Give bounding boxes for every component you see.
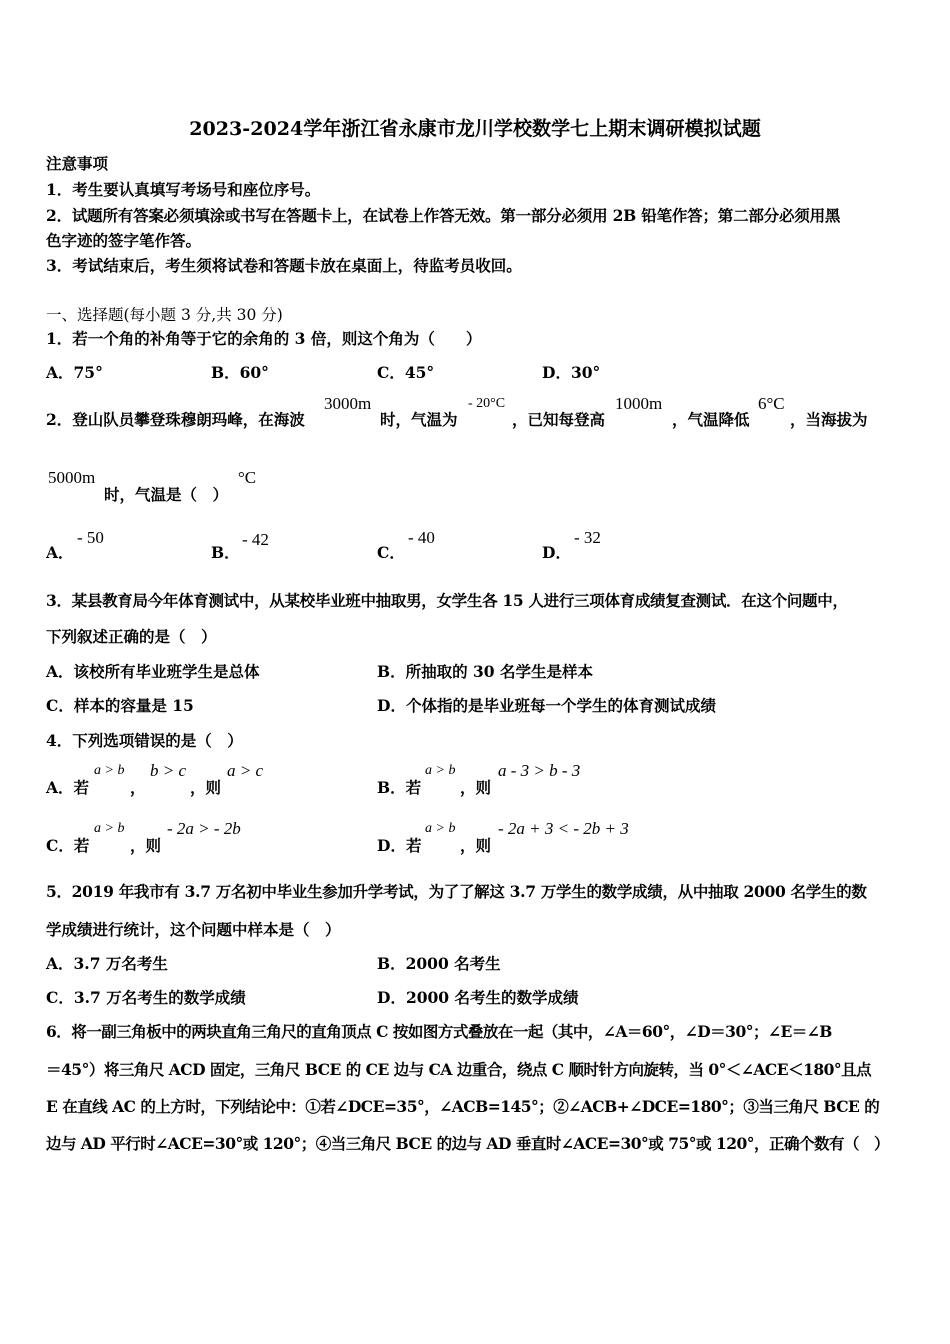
notice-heading: 注意事项 [46,154,109,173]
q3-option-a: A．该校所有毕业班学生是总体 [46,662,260,681]
notice-item: 3．考试结束后，考生须将试卷和答题卡放在桌面上，待监考员收回。 [46,256,522,275]
q2-option-c-value: - 40 [408,528,435,547]
question-2-text: ，当海拔为 [790,410,868,429]
formula: 6°C [758,394,785,413]
notice-item: 1．考生要认真填写考场号和座位序号。 [46,180,321,199]
q3-option-c: C．样本的容量是 15 [46,696,194,715]
then-text: ，则 [460,836,492,855]
question-6-text: 边与 AD 平行时∠ACE=30°或 120°；④当三角尺 BCE 的边与 AD 垂直时∠ACE=30°或 75°或 120°，正确个数有（ ） [46,1134,890,1153]
section-heading: 一、选择题(每小题 3 分,共 30 分) [46,306,283,324]
formula: a - 3 > b - 3 [498,761,581,780]
q2-option-c-label: C． [377,543,405,562]
q3-option-d: D．个体指的是毕业班每一个学生的体育测试成绩 [377,696,716,715]
formula: - 2a > - 2b [167,819,241,838]
page-title: 2023-2024学年浙江省永康市龙川学校数学七上期末调研模拟试题 [189,118,761,140]
q4-option-a-label: A．若 [46,778,90,797]
question-2-text: ，已知每登高 [512,410,606,429]
q2-option-a-label: A． [46,543,74,562]
q4-option-c-label: C．若 [46,836,90,855]
formula: - 2a + 3 < - 2b + 3 [498,819,629,838]
q1-option-b: B．60° [211,363,269,382]
q4-option-b-label: B．若 [377,778,422,797]
question-2-text: 时，气温是（ ） [104,485,229,504]
q3-option-b: B．所抽取的 30 名学生是样本 [377,662,593,681]
question-6-text: ＝45°）将三角尺 ACD 固定，三角尺 BCE 的 CE 边与 CA 边重合，绕点 C 顺时针方向旋转，当 0°＜∠ACE＜180°且点 [46,1060,872,1079]
question-2-text: 时，气温为 [380,410,458,429]
q5-option-a: A．3.7 万名考生 [46,954,168,973]
question-3-stem: 下列叙述正确的是（ ） [46,627,217,646]
formula: a > b [425,821,456,836]
question-6-text: E 在直线 AC 的上方时，下列结论中：①若∠DCE=35°，∠ACB=145°；②∠ACB+∠DCE=180°；③当三角尺 BCE 的 [46,1097,880,1116]
q2-option-d-label: D． [542,543,571,562]
q2-option-b-value: - 42 [242,530,269,549]
question-5-stem: 5．2019 年我市有 3.7 万名初中毕业生参加升学考试，为了了解这 3.7 万学生的数学成绩，从中抽取 2000 名学生的数 [46,882,867,901]
then-text: ，则 [190,778,222,797]
formula: °C [238,468,257,487]
q1-option-a: A．75° [46,363,103,382]
q2-option-a-value: - 50 [77,528,104,547]
q1-option-d: D．30° [542,363,601,382]
q2-option-b-label: B． [211,543,240,562]
then-text: ，则 [460,778,492,797]
q5-option-d: D．2000 名考生的数学成绩 [377,988,579,1007]
question-4-stem: 4．下列选项错误的是（ ） [46,731,243,750]
q5-option-c: C．3.7 万名考生的数学成绩 [46,988,246,1007]
then-text: ，则 [130,836,162,855]
question-3-stem: 3．某县教育局今年体育测试中，从某校毕业班中抽取男，女学生各 15 人进行三项体育成绩复查测试．在这个问题中， [46,591,848,610]
formula: 1000m [615,394,663,413]
q4-option-d-label: D．若 [377,836,422,855]
formula: a > b [94,821,125,836]
question-2-text: 2．登山队员攀登珠穆朗玛峰，在海波 [46,410,305,429]
question-5-stem: 学成绩进行统计，这个问题中样本是（ ） [46,920,341,939]
formula: b > c [150,761,187,780]
q1-option-c: C．45° [377,363,435,382]
question-1-stem: 1．若一个角的补角等于它的余角的 3 倍，则这个角为（ ） [46,329,482,348]
formula: a > b [94,763,125,778]
question-2-text: ，气温降低 [672,410,750,429]
comma: ， [130,778,146,797]
formula: a > b [425,763,456,778]
q5-option-b: B．2000 名考生 [377,954,501,973]
formula: a > c [227,761,264,780]
formula: - 20°C [468,396,506,411]
q2-option-d-value: - 32 [574,528,601,547]
formula: 3000m [324,394,372,413]
formula: 5000m [48,468,96,487]
question-6-text: 6．将一副三角板中的两块直角三角尺的直角顶点 C 按如图方式叠放在一起（其中，∠A＝60°，∠D＝30°；∠E＝∠B [46,1022,832,1041]
notice-item: 色字迹的签字笔作答。 [46,231,202,250]
notice-item: 2．试题所有答案必须填涂或书写在答题卡上，在试卷上作答无效。第一部分必须用 2B 铅笔作答；第二部分必须用黑 [46,206,841,225]
